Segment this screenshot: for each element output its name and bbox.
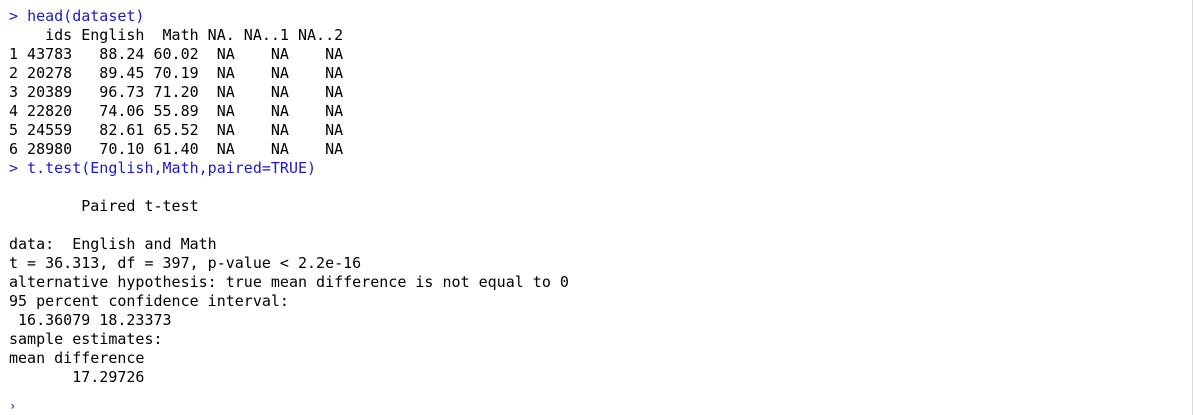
- table-row: 2 20278 89.45 70.19 NA NA NA: [9, 64, 344, 82]
- alternative-hypothesis-line: alternative hypothesis: true mean difference is not equal to 0: [9, 273, 569, 291]
- prompt-symbol: >: [9, 159, 19, 177]
- table-row: 6 28980 70.10 61.40 NA NA NA: [9, 140, 344, 158]
- estimate-value: 17.29726: [9, 368, 145, 386]
- table-row: 4 22820 74.06 55.89 NA NA NA: [9, 102, 344, 120]
- command-head: head(dataset): [27, 7, 145, 25]
- confidence-interval-values: 16.36079 18.23373: [9, 311, 172, 329]
- blank-line: [9, 216, 1192, 235]
- estimate-name: mean difference: [9, 349, 145, 367]
- table-header: ids English Math NA. NA..1 NA..2: [9, 26, 344, 44]
- data-line: data: English and Math: [9, 235, 217, 253]
- blank-line: [9, 178, 1192, 197]
- test-title: Paired t-test: [9, 197, 199, 215]
- confidence-interval-label: 95 percent confidence interval:: [9, 292, 289, 310]
- statistic-line: t = 36.313, df = 397, p-value < 2.2e-16: [9, 254, 362, 272]
- command-line-head: [9, 7, 1192, 26]
- input-prompt-icon[interactable]: ›: [9, 399, 17, 413]
- prompt-symbol: >: [9, 7, 19, 25]
- table-row: 1 43783 88.24 60.02 NA NA NA: [9, 45, 344, 63]
- table-row: 3 20389 96.73 71.20 NA NA NA: [9, 83, 344, 101]
- sample-estimates-label: sample estimates:: [9, 330, 163, 348]
- command-line-ttest: [9, 159, 1192, 178]
- table-row: 5 24559 82.61 65.52 NA NA NA: [9, 121, 344, 139]
- command-ttest: t.test(English,Math,paired=TRUE): [27, 159, 317, 177]
